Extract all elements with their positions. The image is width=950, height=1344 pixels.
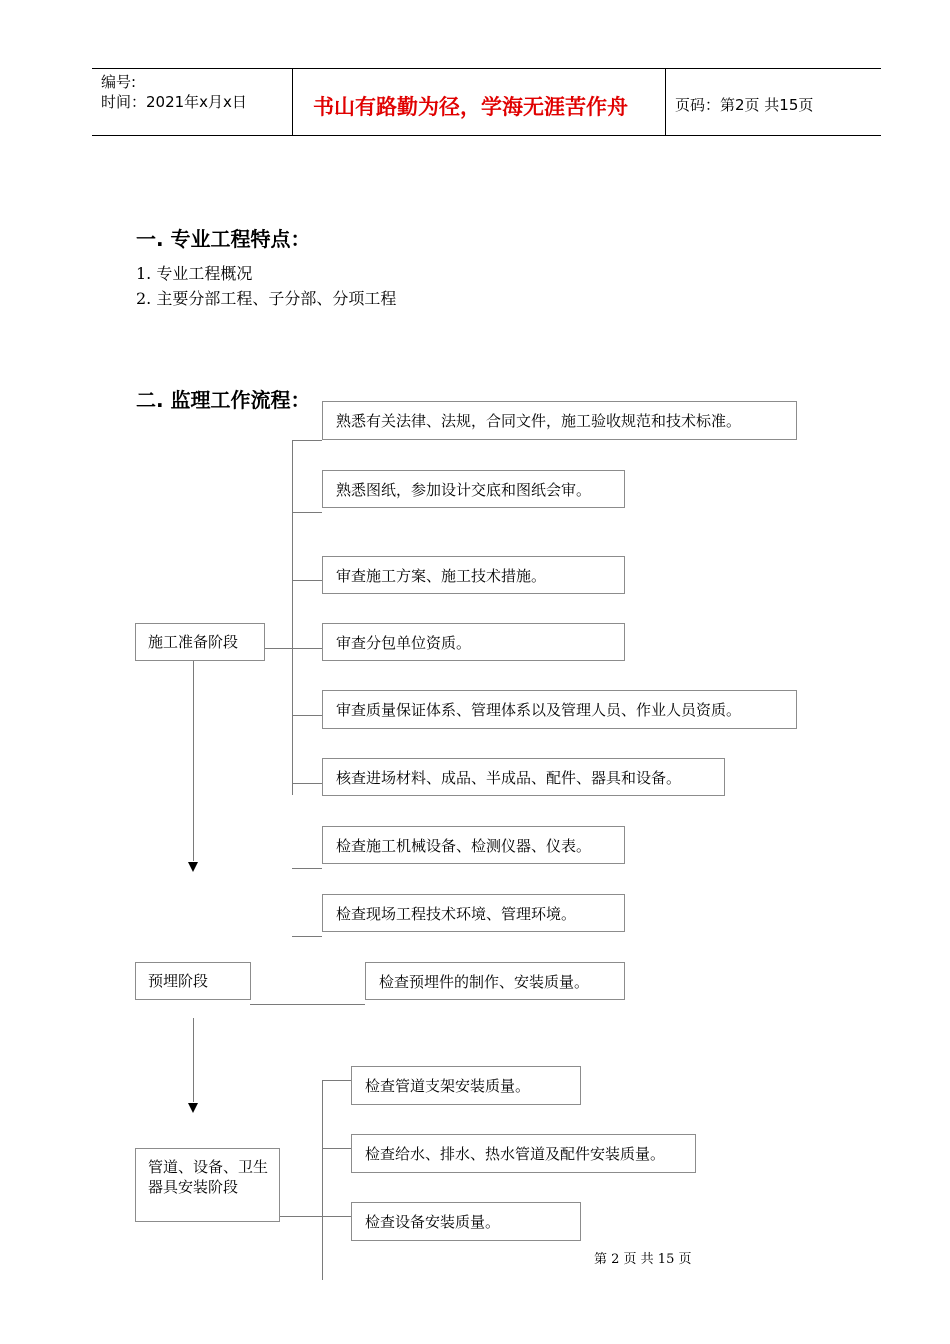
- stage1-connector-5: [292, 715, 322, 716]
- task-box: 检查预埋件的制作、安装质量。: [365, 962, 625, 1000]
- stage3-connector-2: [322, 1148, 351, 1149]
- stage1-bracket-top: [292, 440, 322, 441]
- section-1-item-2: 2. 主要分部工程、子分部、分项工程: [136, 289, 397, 308]
- footer-page-number: 第 2 页 共 15 页: [594, 1252, 692, 1267]
- stage-box-embedding: 预埋阶段: [135, 962, 251, 1000]
- task-box: 检查施工机械设备、检测仪器、仪表。: [322, 826, 625, 864]
- task-box: 熟悉有关法律、法规，合同文件，施工验收规范和技术标准。: [322, 401, 797, 440]
- stage3-bracket-vertical: [322, 1080, 323, 1280]
- task-box: 审查分包单位资质。: [322, 623, 625, 661]
- header-divider-1: [292, 68, 293, 136]
- document-number-label: 编号:: [101, 73, 137, 91]
- section-1-item-1: 1. 专业工程概况: [136, 264, 253, 283]
- document-time: 时间：2021年x月x日: [101, 93, 247, 111]
- stage1-connector-2: [292, 512, 322, 513]
- header-divider-2: [665, 68, 666, 136]
- arrow-down-icon: [188, 862, 198, 872]
- stage2-connector: [250, 1004, 365, 1005]
- stage1-connector-3: [292, 580, 322, 581]
- arrow-2-shaft: [193, 1018, 194, 1102]
- stage1-connector-8: [292, 936, 322, 937]
- arrow-1-shaft: [193, 661, 194, 861]
- task-box: 熟悉图纸，参加设计交底和图纸会审。: [322, 470, 625, 508]
- header-motto: 书山有路勤为径，学海无涯苦作舟: [313, 95, 628, 119]
- stage3-bracket-top: [322, 1080, 351, 1081]
- header-bottom-border: [92, 135, 881, 136]
- stage1-connector-6: [292, 783, 322, 784]
- stage1-to-bracket: [264, 648, 322, 649]
- section-1-title: 一. 专业工程特点：: [136, 227, 311, 251]
- stage3-to-bracket: [279, 1216, 351, 1217]
- page-info: 页码：第2页 共15页: [675, 96, 814, 114]
- task-box: 核查进场材料、成品、半成品、配件、器具和设备。: [322, 758, 725, 796]
- task-box: 检查管道支架安装质量。: [351, 1066, 581, 1105]
- task-box: 检查现场工程技术环境、管理环境。: [322, 894, 625, 932]
- stage1-connector-7: [292, 868, 322, 869]
- task-box: 检查给水、排水、热水管道及配件安装质量。: [351, 1134, 696, 1173]
- section-2-title: 二. 监理工作流程：: [136, 388, 311, 412]
- stage-box-installation: 管道、设备、卫生器具安装阶段: [135, 1148, 280, 1222]
- task-box: 审查施工方案、施工技术措施。: [322, 556, 625, 594]
- stage-box-construction-prep: 施工准备阶段: [135, 623, 265, 661]
- header-top-border: [92, 68, 881, 69]
- stage1-bracket-vertical: [292, 440, 293, 795]
- arrow-down-icon: [188, 1103, 198, 1113]
- task-box: 检查设备安装质量。: [351, 1202, 581, 1241]
- task-box: 审查质量保证体系、管理体系以及管理人员、作业人员资质。: [322, 690, 797, 729]
